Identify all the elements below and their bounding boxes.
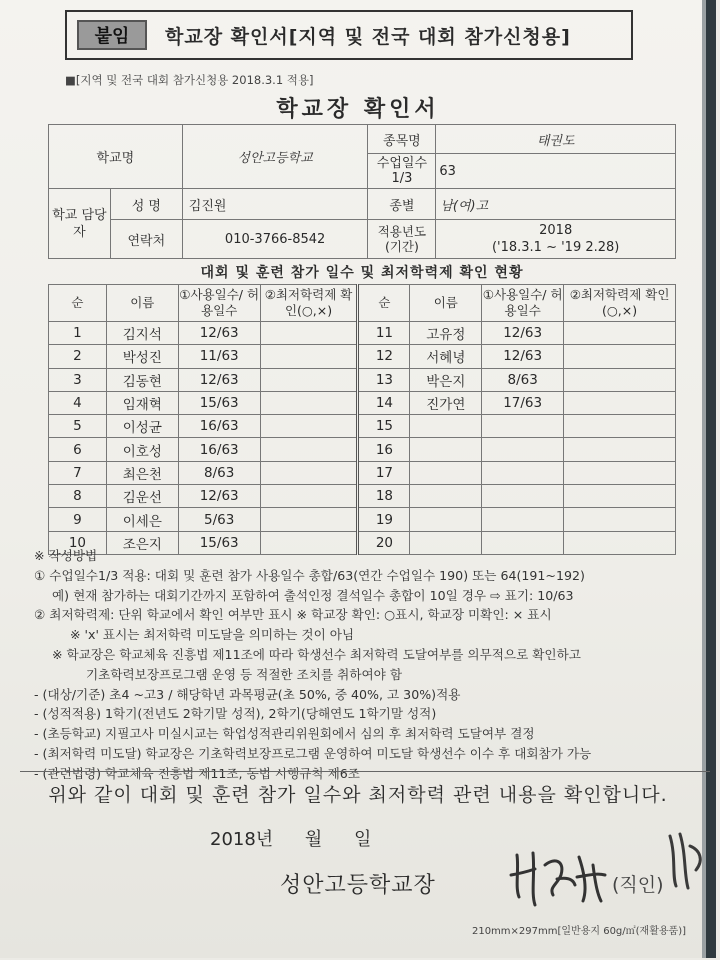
row-no: 19 (358, 508, 410, 531)
row-no: 7 (49, 461, 107, 484)
table-row (49, 461, 676, 484)
row-name: 박성진 (106, 345, 178, 368)
handwritten-signature (505, 835, 615, 915)
note-line: ※ 학교장은 학교체육 진흥법 제11조에 따라 학생선수 최저학력 도달여부를 의무적으로 확인하고 (52, 646, 581, 662)
gender-value: 남(여)고 (436, 189, 676, 220)
note-line: - (초등학교) 지필고사 미실시교는 학업성적관리위원회에서 심의 후 최저학력 도달여부 결정 (34, 726, 535, 742)
row-academic (260, 438, 358, 461)
note-line: ※ 작성방법 (34, 548, 98, 563)
row-academic (564, 415, 676, 438)
row-academic (564, 368, 676, 391)
row-no: 9 (49, 508, 107, 531)
table-row (49, 438, 676, 461)
attachment-badge: 붙임 (77, 20, 147, 50)
row-no: 5 (49, 415, 107, 438)
row-name (410, 438, 482, 461)
row-days: 17/63 (482, 391, 564, 414)
staff-name-label: 성 명 (110, 189, 182, 220)
row-days: 5/63 (178, 508, 260, 531)
row-name: 서혜녕 (410, 345, 482, 368)
sport-value: 태권도 (436, 125, 676, 154)
row-academic (260, 322, 358, 345)
sport-label: 종목명 (368, 125, 436, 154)
row-name: 이호성 (106, 438, 178, 461)
participation-rows (49, 322, 676, 555)
school-name-label: 학교명 (49, 125, 183, 189)
row-academic (564, 461, 676, 484)
row-days (482, 485, 564, 508)
row-academic (564, 508, 676, 531)
row-days: 12/63 (482, 322, 564, 345)
row-name (410, 508, 482, 531)
row-days (482, 438, 564, 461)
row-no: 15 (358, 415, 410, 438)
paper-spec-note: 210mm×297mm[일반용지 60g/㎡(재활용품)] (471, 926, 686, 937)
row-name: 김동현 (106, 368, 178, 391)
row-academic (564, 391, 676, 414)
col-no-left: 순 (49, 285, 107, 322)
col-academic-left: ②최저학력제 확인(○,×) (260, 285, 358, 322)
row-name: 임재혁 (106, 391, 178, 414)
table-row (49, 415, 676, 438)
form-version-note: ■[지역 및 전국 대회 참가신청용 2018.3.1 적용] (65, 73, 314, 87)
row-days: 12/63 (482, 345, 564, 368)
col-days-left: ①사용일수/ 허용일수 (178, 285, 260, 322)
row-days (482, 415, 564, 438)
row-academic (260, 461, 358, 484)
document-title: 학교장 확인서 (276, 97, 440, 122)
participation-header-row (49, 285, 676, 322)
row-no: 4 (49, 391, 107, 414)
row-name (410, 415, 482, 438)
row-days: 16/63 (178, 415, 260, 438)
col-no-right: 순 (358, 285, 410, 322)
official-seal-label: (직인) (612, 874, 664, 896)
row-no: 20 (358, 531, 410, 554)
note-line: ※ 'x' 표시는 최저학력 미도달을 의미하는 것이 아님 (70, 627, 355, 643)
writing-instructions (34, 546, 704, 784)
row-name (410, 461, 482, 484)
row-name: 이세은 (106, 508, 178, 531)
row-name: 김운선 (106, 485, 178, 508)
table-row (49, 508, 676, 531)
header-title: 학교장 확인서[지역 및 전국 대회 참가신청용] (165, 25, 571, 48)
row-no: 2 (49, 345, 107, 368)
year-period: ('18.3.1 ~ '19 2.28) (491, 240, 620, 255)
class-days-value: 63 (436, 154, 676, 189)
desk-edge-light (702, 0, 706, 958)
school-info-table (48, 124, 676, 259)
row-academic (260, 345, 358, 368)
row-days (482, 461, 564, 484)
row-no: 16 (358, 438, 410, 461)
row-name: 최은천 (106, 461, 178, 484)
table-row (49, 485, 676, 508)
row-no: 10 (49, 531, 107, 554)
col-name-left: 이름 (106, 285, 178, 322)
table-row (49, 322, 676, 345)
table-row (49, 391, 676, 414)
col-days-right: ①사용일수/ 허용일수 (482, 285, 564, 322)
desk-edge (706, 0, 716, 958)
note-line: ① 수업일수1/3 적용: 대회 및 훈련 참가 사용일수 총합/63(연간 수업일수 190) 또는 64(191~192) (34, 567, 585, 583)
school-name-value: 성안고등학교 (182, 125, 368, 189)
row-name: 조은지 (106, 531, 178, 554)
row-no: 17 (358, 461, 410, 484)
row-days: 12/63 (178, 368, 260, 391)
row-days: 15/63 (178, 391, 260, 414)
contact-label: 연락처 (110, 220, 182, 259)
note-line: - (대상/기준) 초4 ~고3 / 해당학년 과목평균(초 50%, 중 40%, 고 30%)적용 (34, 686, 461, 702)
row-no: 14 (358, 391, 410, 414)
principal-title: 성안고등학교장 (280, 873, 436, 898)
row-days: 8/63 (178, 461, 260, 484)
table-row (49, 345, 676, 368)
row-academic (564, 438, 676, 461)
year-cell (436, 220, 676, 259)
row-name: 고유정 (410, 322, 482, 345)
row-no: 12 (358, 345, 410, 368)
note-line: 기초학력보장프로그램 운영 등 적절한 조치를 취하여야 함 (86, 666, 402, 682)
note-line: - (성적적용) 1학기(전년도 2학기말 성적), 2학기(당해연도 1학기말 성적) (34, 706, 437, 722)
col-name-right: 이름 (410, 285, 482, 322)
note-line: - (최저학력 미도달) 학교장은 기초학력보장프로그램 운영하여 미도달 학생선수 이수 후 대회참가 가능 (34, 745, 592, 761)
note-line: - (관련법령) 학교체육 진흥법 제11조, 동법 시행규칙 제6조 (34, 765, 360, 781)
row-no: 18 (358, 485, 410, 508)
row-academic (260, 415, 358, 438)
row-name: 진가연 (410, 391, 482, 414)
row-academic (564, 485, 676, 508)
divider-line (20, 771, 710, 772)
row-academic (260, 485, 358, 508)
header-box (65, 10, 633, 60)
row-days: 16/63 (178, 438, 260, 461)
row-days (482, 508, 564, 531)
seal-stamp-mark (660, 826, 710, 896)
row-academic (564, 322, 676, 345)
class-days-label: 수업일수 1/3 (368, 154, 436, 189)
row-name: 김지석 (106, 322, 178, 345)
year-value: 2018 (539, 223, 573, 238)
row-academic (564, 345, 676, 368)
row-no: 11 (358, 322, 410, 345)
note-line: 예) 현재 참가하는 대회기간까지 포함하여 출석인정 결석일수 총합이 10일 경우 ⇨ 표기: 10/63 (52, 587, 574, 603)
row-no: 8 (49, 485, 107, 508)
row-name (410, 485, 482, 508)
year-label: 적용년도 (기간) (368, 220, 436, 259)
row-days: 12/63 (178, 485, 260, 508)
row-no: 1 (49, 322, 107, 345)
contact-value: 010-3766-8542 (182, 220, 368, 259)
row-days: 11/63 (178, 345, 260, 368)
row-days: 15/63 (178, 531, 260, 554)
row-days: 8/63 (482, 368, 564, 391)
row-academic (260, 368, 358, 391)
note-line: ② 최저학력제: 단위 학교에서 확인 여부만 표시 ※ 학교장 확인: ○표시, 학교장 미확인: × 표시 (34, 607, 552, 623)
row-academic (260, 508, 358, 531)
participation-table (48, 284, 676, 555)
row-days: 12/63 (178, 322, 260, 345)
row-no: 3 (49, 368, 107, 391)
participation-section-title: 대회 및 훈련 참가 일수 및 최저학력제 확인 현황 (200, 265, 524, 281)
row-academic (260, 391, 358, 414)
row-name: 이성균 (106, 415, 178, 438)
date-line: 2018년 월 일 (210, 829, 372, 850)
staff-label: 학교 담당자 (49, 189, 111, 259)
gender-label: 종별 (368, 189, 436, 220)
table-row (49, 368, 676, 391)
staff-name-value: 김진원 (182, 189, 368, 220)
row-no: 6 (49, 438, 107, 461)
confirmation-statement: 위와 같이 대회 및 훈련 참가 일수와 최저학력 관련 내용을 확인합니다. (48, 784, 668, 806)
row-name: 박은지 (410, 368, 482, 391)
col-academic-right: ②최저학력제 확인(○,×) (564, 285, 676, 322)
row-no: 13 (358, 368, 410, 391)
